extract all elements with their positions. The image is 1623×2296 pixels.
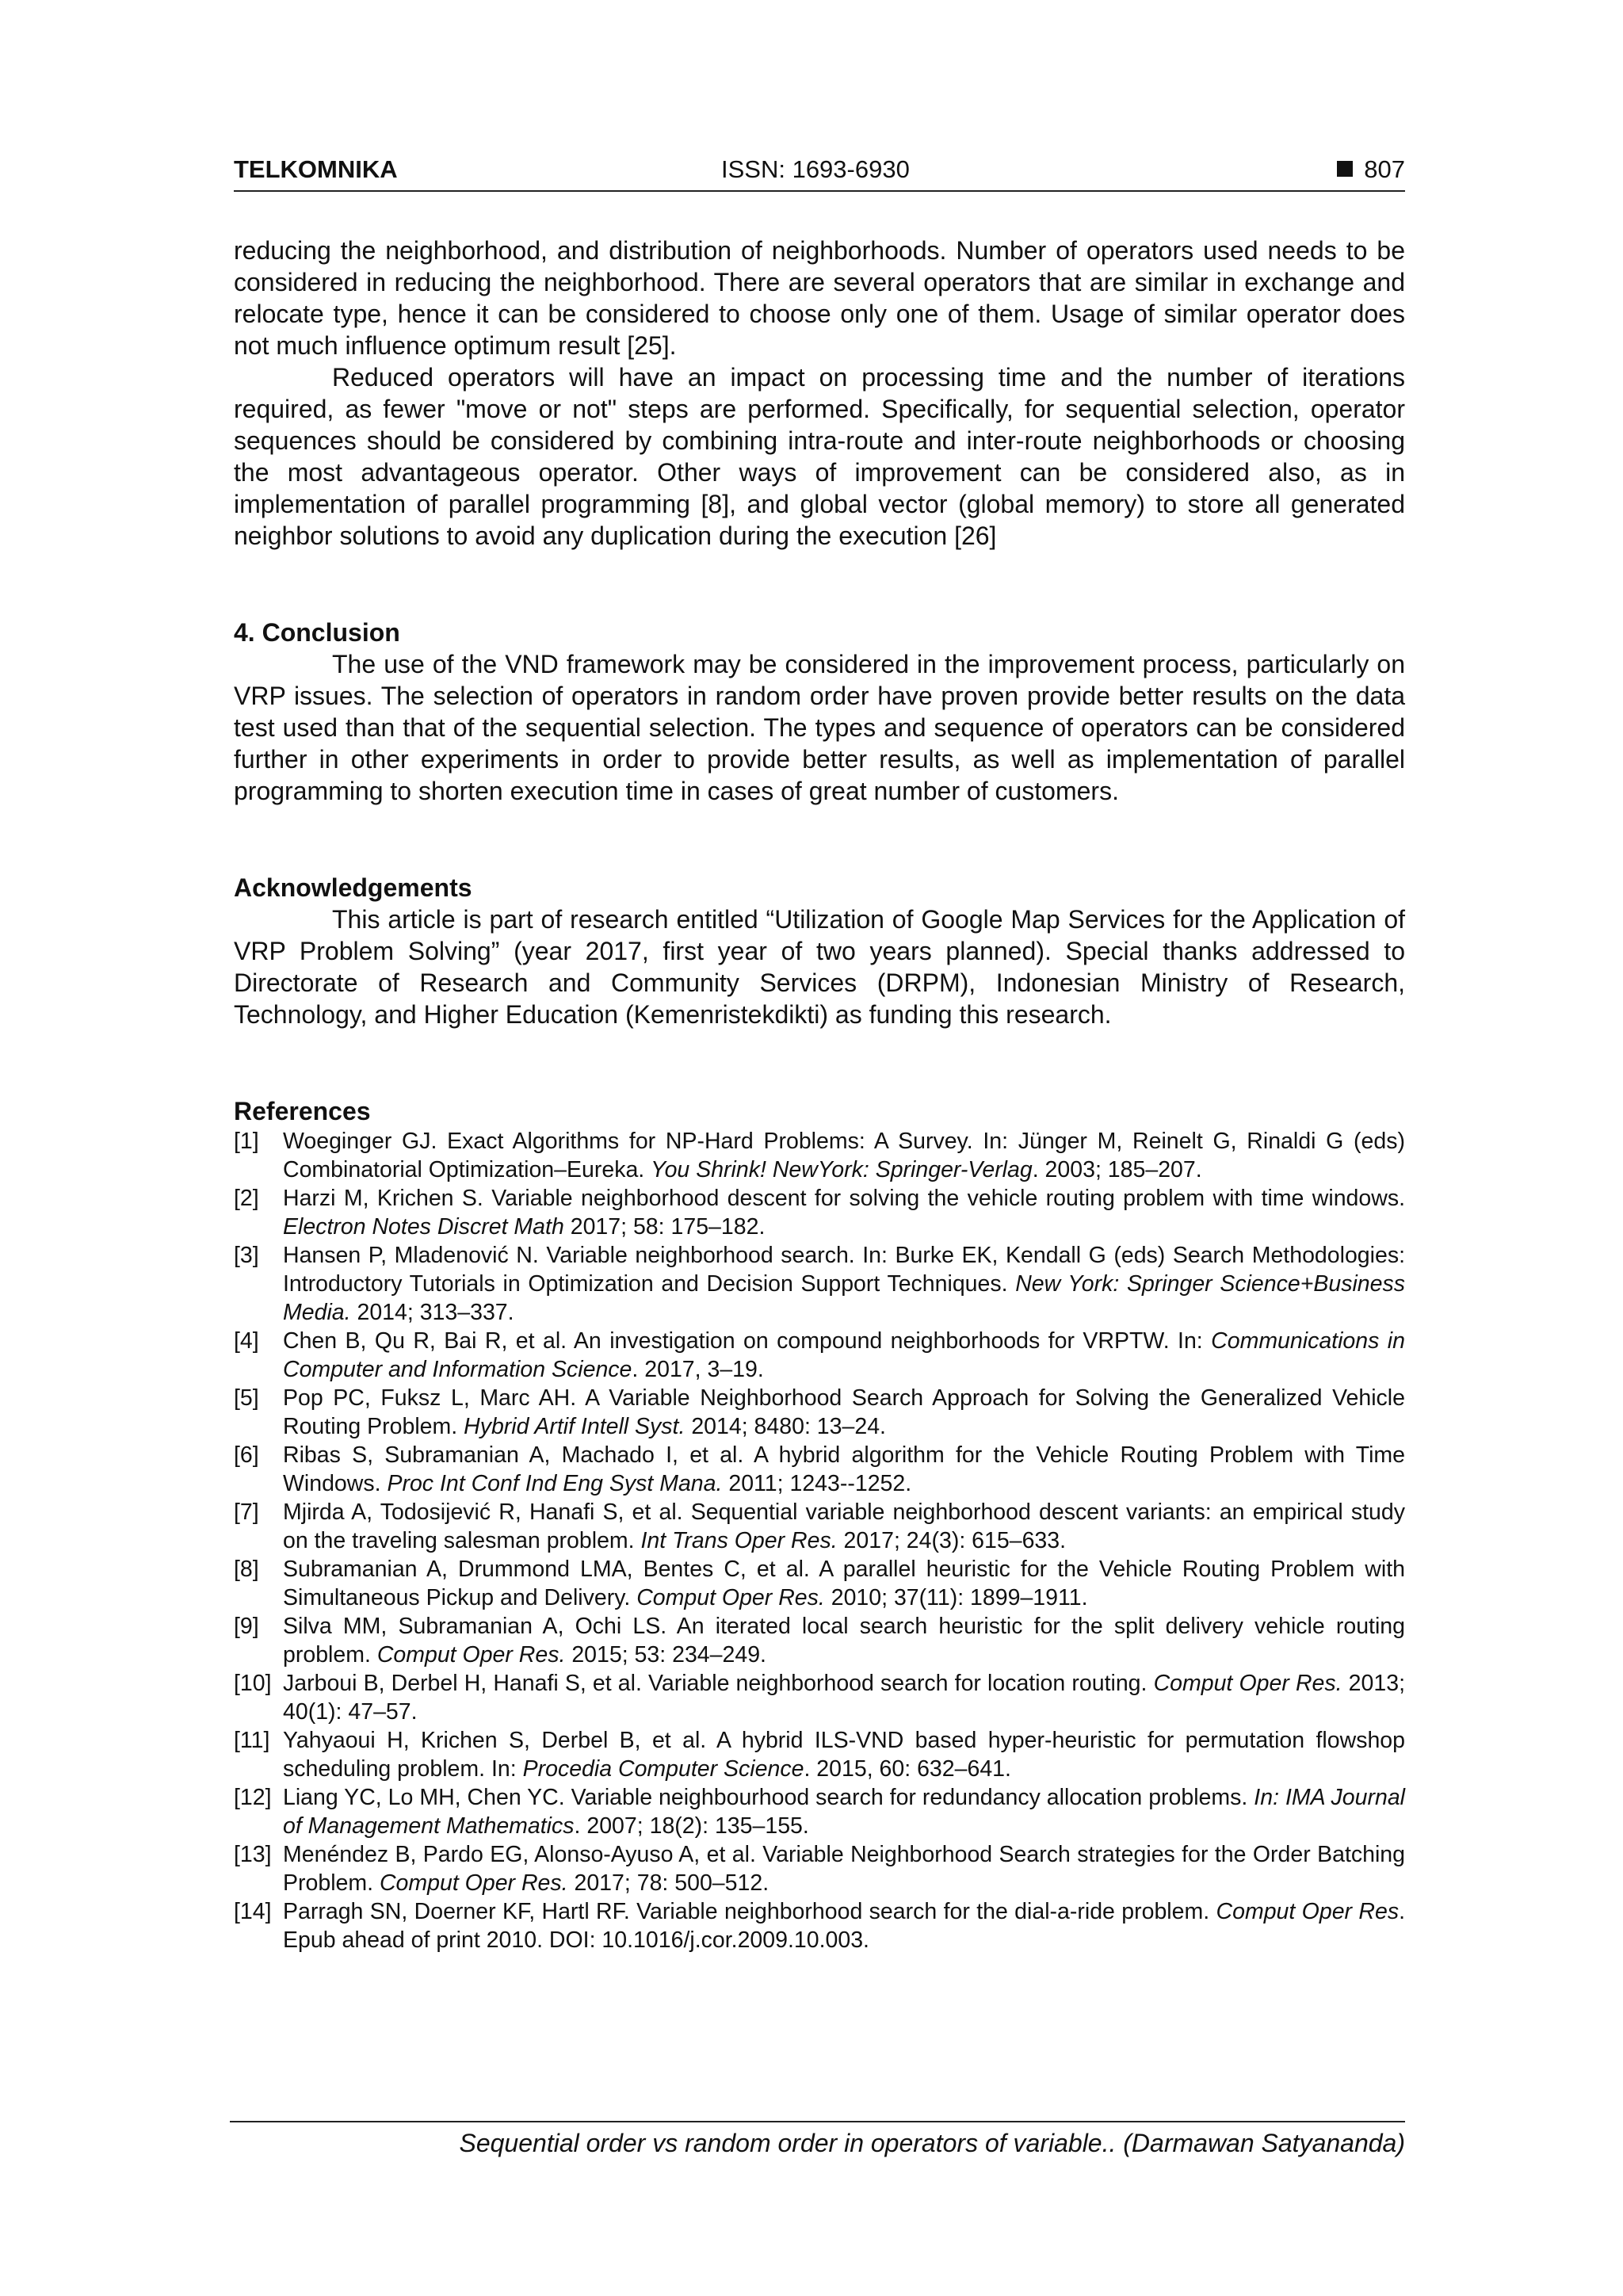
reference-number: [2] — [234, 1186, 259, 1211]
reference-list — [234, 1127, 1405, 1954]
reference-source: Comput Oper Res. — [376, 1642, 566, 1668]
acknowledgements-heading: Acknowledgements — [234, 873, 472, 902]
page-number — [1337, 155, 1405, 184]
reference-source: Comput Oper Res. — [379, 1870, 568, 1896]
reference-number: [8] — [234, 1557, 259, 1582]
reference-details: 2017; 78: 500–512. — [567, 1870, 769, 1896]
reference-details: 2010; 37(11): 1899–1911. — [824, 1585, 1088, 1610]
conclusion-text: The use of the VND framework may be considered in the improvement process, particularly on VRP issues. The selection of operators in random order have proven provide better results on the data test used than that of the sequential selection. The types and sequence of operators can be considered further in other experiments in order to provide better results, as well as implementation of parallel programming to shorten execution time in cases of great number of customers. — [234, 650, 1405, 805]
reference-number: [6] — [234, 1442, 259, 1468]
reference-text: Subramanian A, Drummond LMA, Bentes C, et al. A parallel heuristic for the Vehicle Routing Problem with Simultaneous Pickup and Delivery. — [283, 1557, 1405, 1610]
reference-source: Procedia Computer Science — [522, 1756, 804, 1782]
reference-details: . 2015, 60: 632–641. — [804, 1756, 1011, 1782]
reference-item — [234, 1612, 1405, 1669]
reference-item — [234, 1726, 1405, 1783]
reference-details: 2014; 313–337. — [350, 1300, 514, 1325]
reference-number: [13] — [234, 1842, 272, 1867]
header-rule — [234, 190, 1405, 192]
journal-name: TELKOMNIKA — [234, 155, 398, 183]
issn: ISSN: 1693-6930 — [721, 155, 910, 183]
footer-rule — [230, 2121, 1405, 2122]
paragraph-1: reducing the neighborhood, and distribution of neighborhoods. Number of operators used needs to be considered in reducing the neighborhood. There are several operators that are similar in exchange and relocate type, hence it can be considered to choose only one of them. Usage of similar operator does not much influence optimum result [25]. — [234, 236, 1405, 360]
reference-details: 2011; 1243--1252. — [722, 1471, 912, 1496]
reference-item — [234, 1783, 1405, 1840]
reference-details: 2014; 8480: 13–24. — [685, 1414, 886, 1439]
reference-text: Chen B, Qu R, Bai R, et al. An investigation on compound neighborhoods for VRPTW. In: — [283, 1328, 1212, 1354]
reference-text: Silva MM, Subramanian A, Ochi LS. An iterated local search heuristic for the split delivery vehicle routing problem. — [283, 1614, 1405, 1668]
conclusion-heading: 4. Conclusion — [234, 618, 400, 647]
reference-item — [234, 1555, 1405, 1612]
reference-item — [234, 1384, 1405, 1441]
reference-item — [234, 1840, 1405, 1897]
reference-source: Int Trans Oper Res. — [640, 1528, 838, 1553]
reference-source: In: IMA Journal of Management Mathematics — [283, 1785, 1406, 1839]
page-header — [234, 155, 1405, 192]
reference-source: Communications in Computer and Information Science — [283, 1328, 1405, 1382]
main-content — [234, 235, 1405, 1954]
reference-number: [9] — [234, 1614, 259, 1639]
reference-details: . 2003; 185–207. — [1032, 1157, 1202, 1182]
reference-item — [234, 1327, 1405, 1384]
reference-source: New York: Springer Science+Business Media. — [283, 1271, 1405, 1325]
reference-text: Hansen P, Mladenović N. Variable neighborhood search. In: Burke EK, Kendall G (eds) Search Methodologies: Introductory Tutorials in Optimization and Decision Support Techniques. — [283, 1243, 1405, 1297]
reference-text: Woeginger GJ. Exact Algorithms for NP-Hard Problems: A Survey. In: Jünger M, Reinelt G, Rinaldi G (eds) Combinatorial Optimization–Eureka. — [283, 1129, 1405, 1182]
reference-number: [11] — [234, 1728, 270, 1753]
reference-text: Liang YC, Lo MH, Chen YC. Variable neighbourhood search for redundancy allocation problems. — [283, 1785, 1254, 1810]
reference-source: You Shrink! NewYork: Springer-Verlag — [651, 1157, 1033, 1182]
reference-number: [14] — [234, 1899, 272, 1924]
reference-details: . Epub ahead of print 2010. DOI: 10.1016/j.cor.2009.10.003. — [283, 1899, 1406, 1953]
reference-item — [234, 1498, 1405, 1555]
reference-number: [10] — [234, 1671, 272, 1696]
reference-source: Comput Oper Res. — [1153, 1671, 1342, 1696]
reference-number: [12] — [234, 1785, 272, 1810]
square-bullet-icon — [1337, 161, 1353, 177]
reference-text: Mjirda A, Todosijević R, Hanafi S, et al. Sequential variable neighborhood descent variants: an empirical study on the traveling salesman problem. — [283, 1499, 1405, 1553]
reference-item — [234, 1669, 1405, 1726]
running-footer: Sequential order vs random order in operators of variable.. (Darmawan Satyananda) — [459, 2129, 1405, 2157]
page-number-value: 807 — [1364, 155, 1405, 183]
reference-source: Comput Oper Res. — [636, 1585, 825, 1610]
reference-source: Comput Oper Res — [1216, 1899, 1400, 1924]
reference-details: . 2017, 3–19. — [632, 1357, 764, 1382]
reference-source: Hybrid Artif Intell Syst. — [464, 1414, 685, 1439]
reference-text: Harzi M, Krichen S. Variable neighborhood descent for solving the vehicle routing problem with time windows. — [283, 1186, 1405, 1211]
references-heading: References — [234, 1097, 371, 1125]
reference-number: [4] — [234, 1328, 259, 1354]
paragraph-2: Reduced operators will have an impact on processing time and the number of iterations required, as fewer "move or not" steps are performed. Specifically, for sequential selection, operator sequences should be considered by combining intra-route and inter-route neighborhoods or choosing the most advantageous operator. Other ways of improvement can be considered also, as in implementation of parallel programming [8], and global vector (global memory) to store all generated neighbor solutions to avoid any duplication during the execution [26] — [234, 363, 1405, 550]
reference-details: 2017; 24(3): 615–633. — [837, 1528, 1067, 1553]
reference-text: Menéndez B, Pardo EG, Alonso-Ayuso A, et al. Variable Neighborhood Search strategies for the Order Batching Problem. — [283, 1842, 1405, 1896]
reference-text: Ribas S, Subramanian A, Machado I, et al. A hybrid algorithm for the Vehicle Routing Problem with Time Windows. — [283, 1442, 1405, 1496]
reference-details: 2017; 58: 175–182. — [563, 1214, 766, 1240]
reference-item — [234, 1127, 1405, 1184]
reference-details: 2013; 40(1): 47–57. — [283, 1671, 1405, 1725]
reference-number: [1] — [234, 1129, 259, 1154]
reference-details: . 2007; 18(2): 135–155. — [574, 1813, 809, 1839]
reference-source: Proc Int Conf Ind Eng Syst Mana. — [387, 1471, 723, 1496]
reference-item — [234, 1897, 1405, 1954]
reference-text: Jarboui B, Derbel H, Hanafi S, et al. Variable neighborhood search for location routing. — [283, 1671, 1154, 1696]
reference-number: [7] — [234, 1499, 259, 1525]
reference-text: Yahyaoui H, Krichen S, Derbel B, et al. A hybrid ILS-VND based hyper-heuristic for permutation flowshop scheduling problem. In: — [283, 1728, 1405, 1782]
reference-item — [234, 1184, 1405, 1241]
acknowledgements-text: This article is part of research entitled “Utilization of Google Map Services for the Application of VRP Problem Solving” (year 2017, first year of two years planned). Special thanks addressed to Directorate of Research and Community Services (DRPM), Indonesian Ministry of Research, Technology, and Higher Education (Kemenristekdikti) as funding this research. — [234, 905, 1405, 1029]
reference-number: [5] — [234, 1385, 259, 1411]
reference-source: Electron Notes Discret Math — [283, 1214, 564, 1240]
reference-text: Pop PC, Fuksz L, Marc AH. A Variable Neighborhood Search Approach for Solving the Generalized Vehicle Routing Problem. — [283, 1385, 1405, 1439]
reference-item — [234, 1441, 1405, 1498]
reference-details: 2015; 53: 234–249. — [565, 1642, 766, 1668]
reference-text: Parragh SN, Doerner KF, Hartl RF. Variable neighborhood search for the dial-a-ride problem. — [283, 1899, 1216, 1924]
reference-number: [3] — [234, 1243, 259, 1268]
reference-item — [234, 1241, 1405, 1327]
